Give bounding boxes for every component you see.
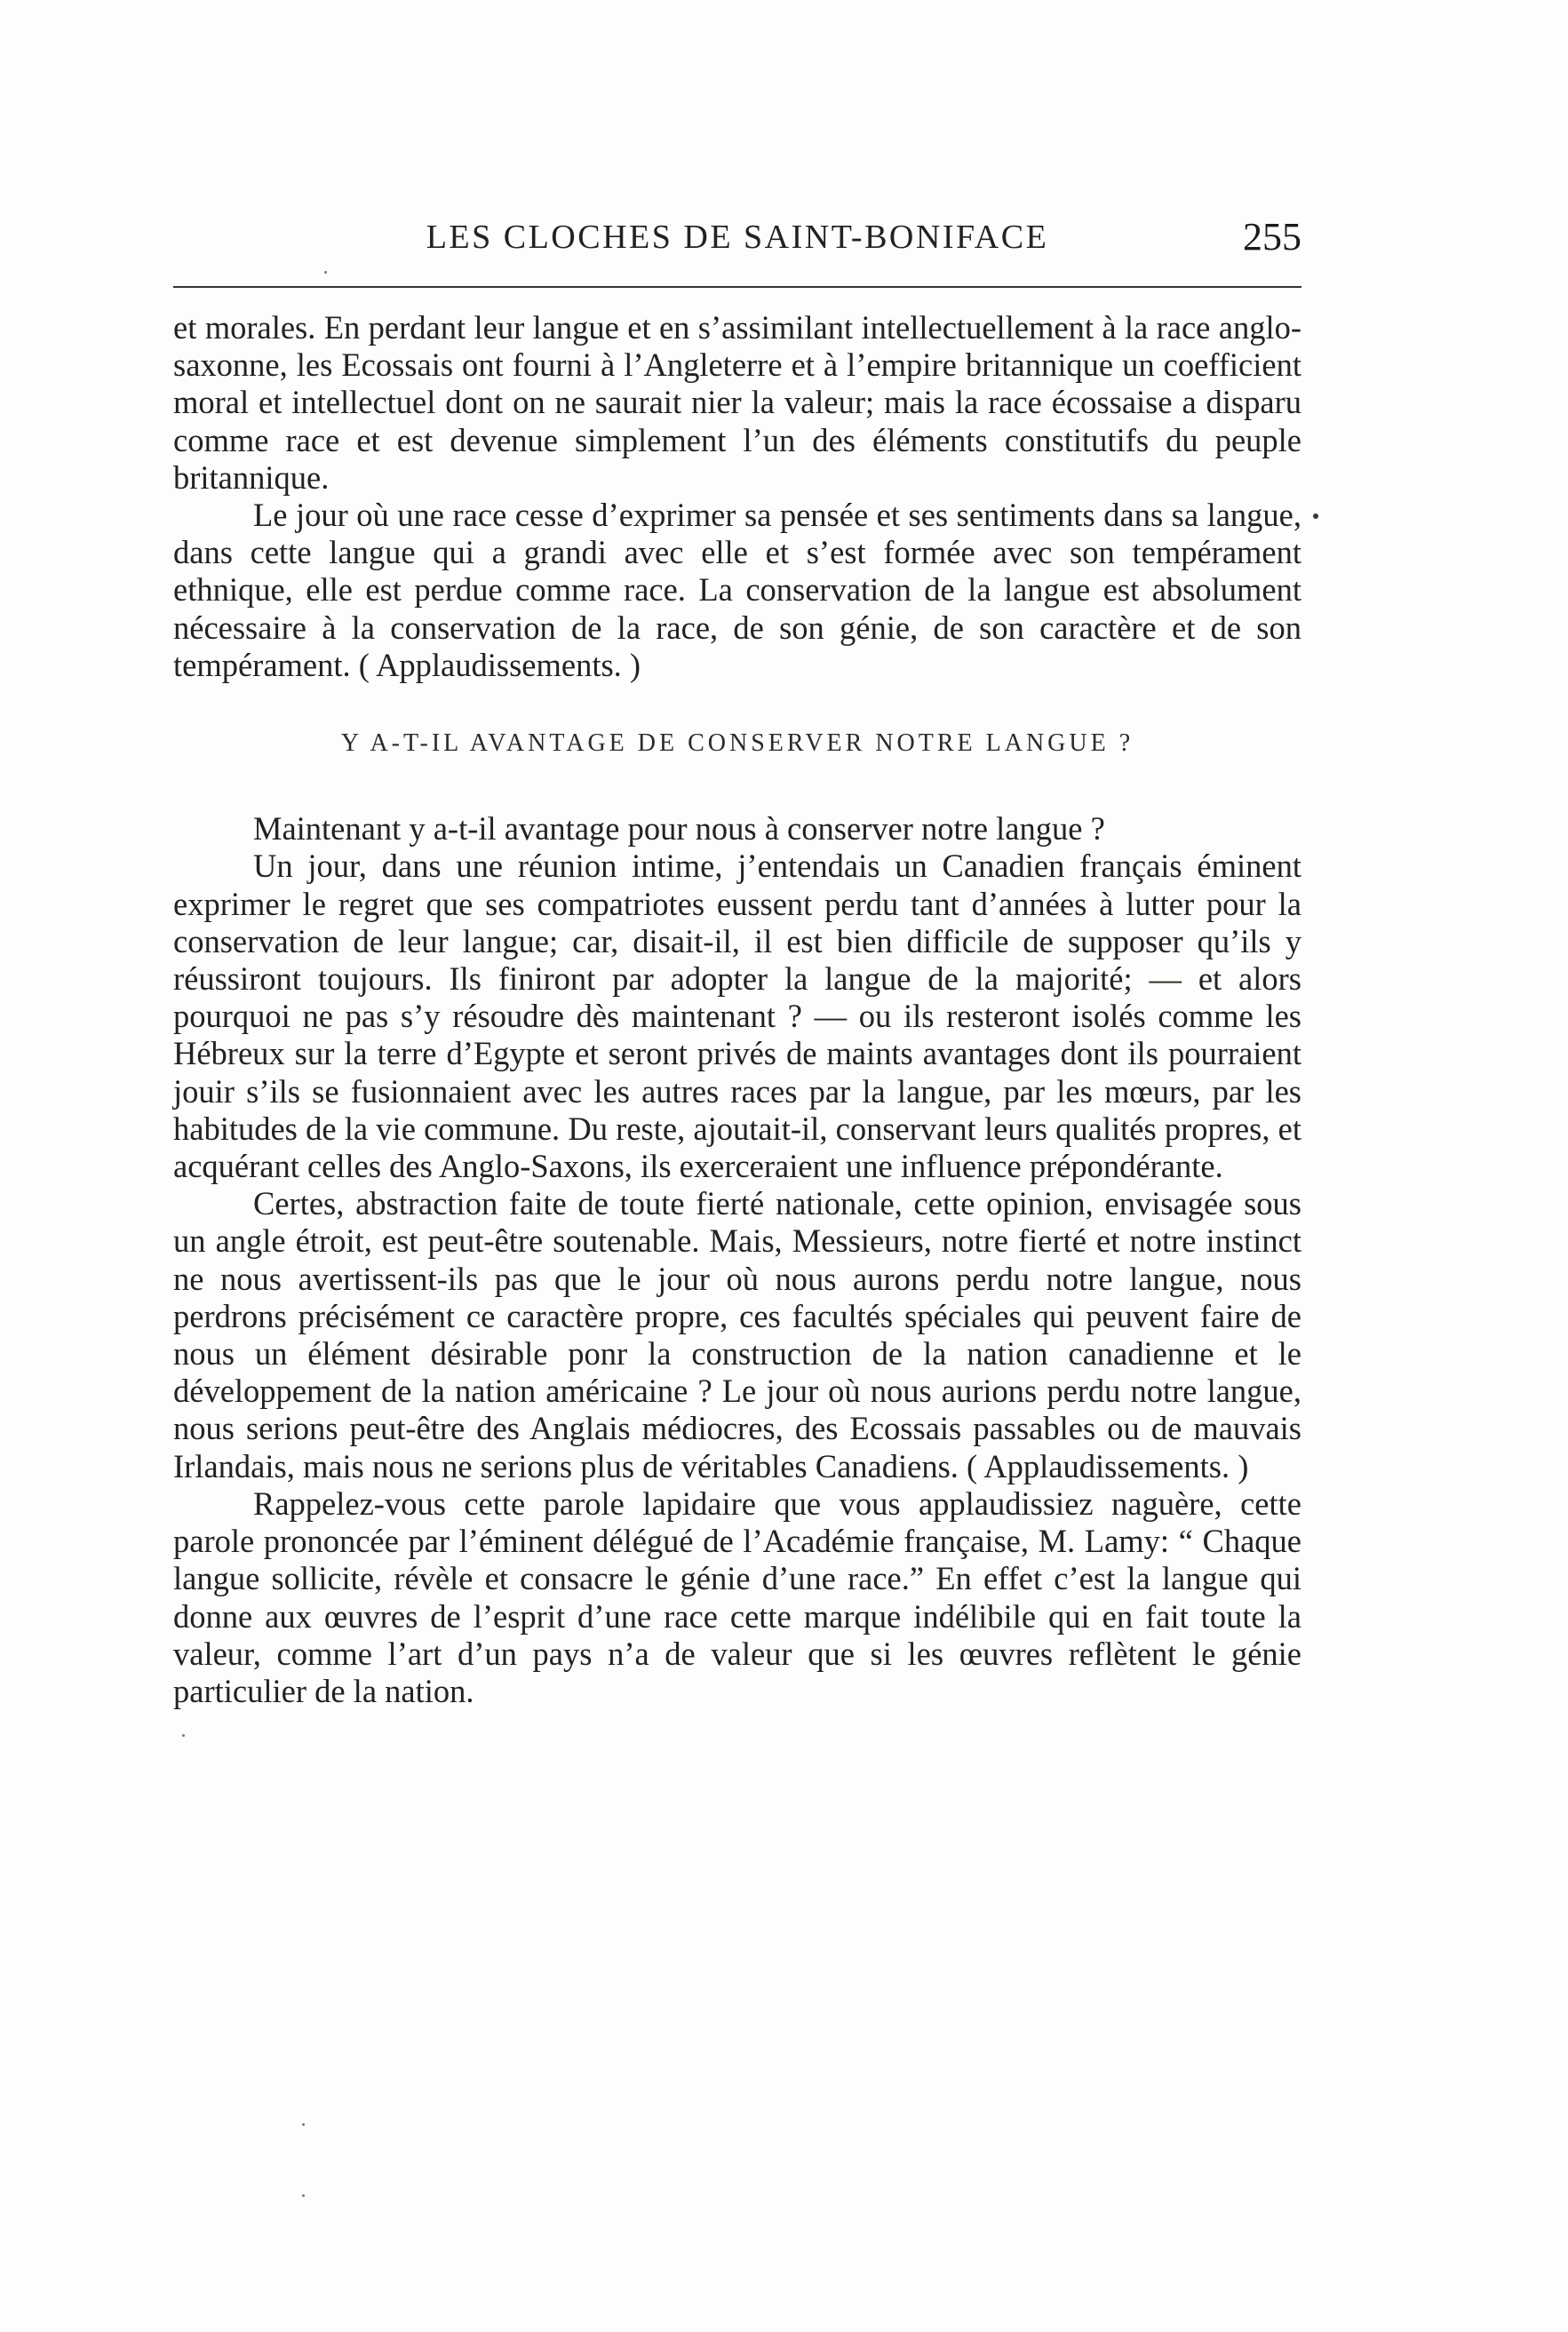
paragraph: Rappelez-vous cette parole lapidaire que vous applaudissiez naguère, cette parole prononcée par l’éminent délégué de l’Académie française, M. Lamy: “ Chaque langue sollicite, révèle et consacre le génie d’une race.” En effet c’est la langue qui donne aux œuvres de l’esprit d’une race cette marque indélibile qui en fait toute la valeur, comme l’art d’un pays n’a de valeur que si les œuvres reflètent le génie particulier de la nation.	[173, 1484, 1301, 1709]
section-heading: Y A-T-IL AVANTAGE DE CONSERVER NOTRE LANGUE ?	[340, 729, 1134, 758]
running-head	[173, 215, 1301, 271]
paragraph: Maintenant y a-t-il avantage pour nous à conserver notre langue ?	[253, 810, 1105, 848]
print-speck	[302, 2123, 305, 2126]
print-speck	[1313, 513, 1318, 519]
running-title: LES CLOCHES DE SAINT-BONIFACE	[426, 219, 1049, 256]
print-speck	[182, 1734, 185, 1737]
paragraph: Un jour, dans une réunion intime, j’entendais un Canadien français éminent exprimer le regret que ses compatriotes eussent perdu tant d’années à lutter pour la conservation de leur langue; car, disait-il, il est bien difficile de supposer qu’ils y réussiront toujours. Ils finiront par adopter la langue de la majorité; — et alors pourquoi ne pas s’y résoudre dès maintenant ? — ou ils resteront isolés comme les Hébreux sur la terre d’Egypte et seront privés de maints avantages dont ils pourraient jouir s’ils se fusionnaient avec les autres races par la langue, par les mœurs, par les habitudes de la vie commune. Du reste, ajoutait-il, conservant leurs qualités propres, et acquérant celles des Anglo-Saxons, ils exerceraient une influence prépondérante.	[173, 848, 1301, 1185]
paragraph: Le jour où une race cesse d’exprimer sa pensée et ses sentiments dans sa langue, dans cette langue qui a grandi avec elle et s’est formée avec son tempérament ethnique, elle est perdue comme race. La conservation de la langue est absolument nécessaire à la conservation de la race, de son génie, de son caractère et de son tempérament. ( Applaudissements. )	[173, 497, 1301, 683]
header-rule	[173, 286, 1301, 288]
page-number: 255	[1243, 215, 1301, 259]
paragraph: et morales. En perdant leur langue et en s’assimilant intellectuellement à la race anglo-saxonne, les Ecossais ont fourni à l’Angleterre et à l’empire britannique un coefficient moral et intellectuel dont on ne saurait nier la valeur; mais la race écossaise a disparu comme race et est devenue simplement l’un des éléments constitutifs du peuple britannique.	[173, 309, 1301, 496]
paragraph: Certes, abstraction faite de toute fierté nationale, cette opinion, envisagée sous un angle étroit, est peut-être soutenable. Mais, Messieurs, notre fierté et notre instinct ne nous avertissent-ils pas que le jour où nous aurons perdu notre langue, nous perdrons précisément ce caractère propre, ces facultés spéciales qui peuvent faire de nous un élément désirable ponr la construction de la nation canadienne et le développement de la nation américaine ? Le jour où nous aurions perdu notre langue, nous serions peut-être des Anglais médiocres, des Ecossais passables ou de mauvais Irlandais, mais nous ne serions plus de véritables Canadiens. ( Applaudissements. )	[173, 1185, 1301, 1484]
print-speck	[324, 271, 327, 274]
body-text	[173, 309, 1301, 1710]
print-speck	[302, 2194, 305, 2197]
